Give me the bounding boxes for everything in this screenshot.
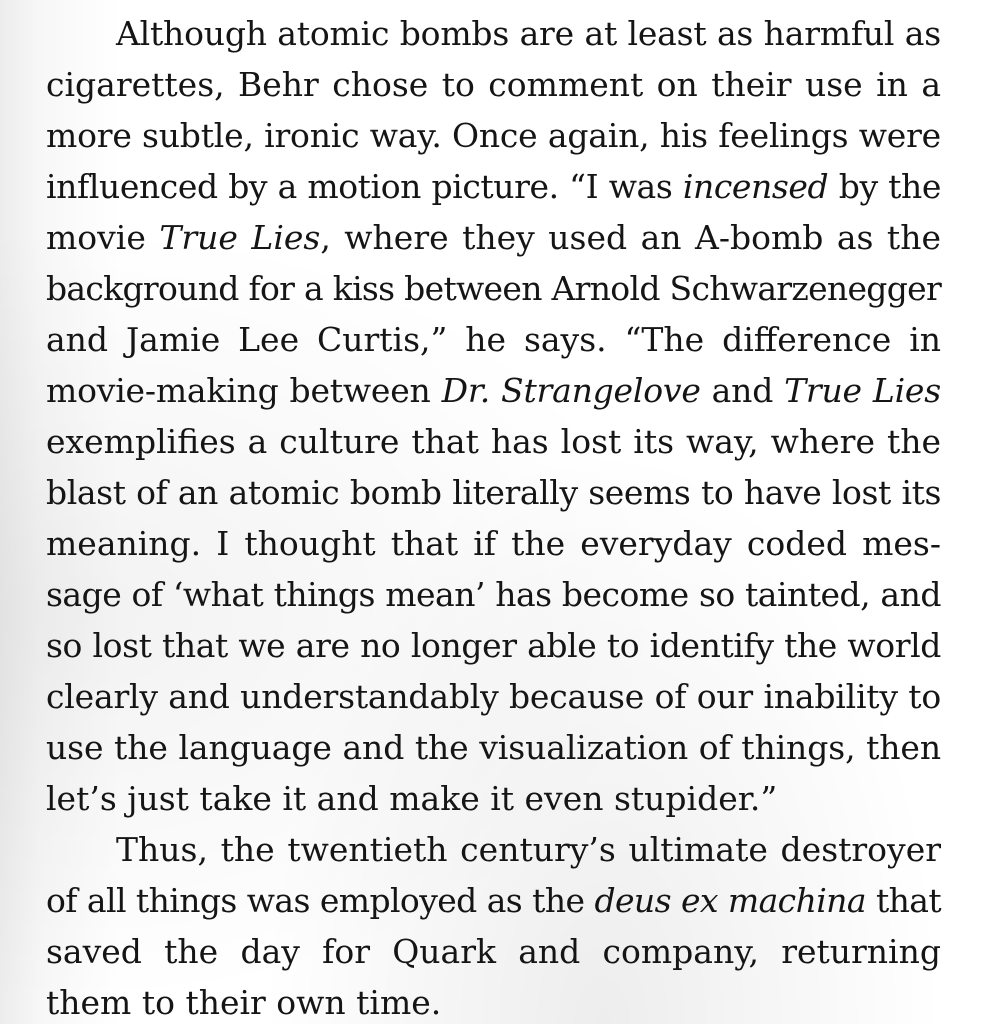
- text-line: [46, 722, 941, 773]
- body-text: [46, 8, 941, 1024]
- italic-text: Dr. Strangelove: [441, 371, 701, 410]
- text-line: [46, 263, 941, 314]
- text-line: [46, 926, 941, 977]
- text-line: [46, 773, 941, 824]
- text-run: them to their own time.: [46, 983, 442, 1022]
- italic-text: True Lies: [784, 371, 941, 410]
- text-run: clearly and understandably because of our inability to: [46, 677, 941, 716]
- text-line: [46, 8, 941, 59]
- text-line: [46, 314, 941, 365]
- text-line: [46, 518, 941, 569]
- text-line: [46, 467, 941, 518]
- text-run: meaning. I thought that if the everyday coded mes-: [46, 524, 941, 563]
- text-run: movie-making between: [46, 371, 442, 410]
- text-run: sage of ‘what things mean’ has become so tainted, and: [46, 575, 941, 614]
- text-line: [46, 365, 941, 416]
- text-line: [46, 620, 941, 671]
- text-line: [46, 671, 941, 722]
- paragraph: [46, 824, 941, 1024]
- text-line: [46, 416, 941, 467]
- text-line: [46, 212, 941, 263]
- text-run: and Jamie Lee Curtis,” he says. “The difference in: [46, 320, 941, 359]
- text-run: cigarettes, Behr chose to comment on their use in a: [46, 65, 941, 104]
- text-run: saved the day for Quark and company, returning: [46, 932, 941, 971]
- text-line: [46, 161, 941, 212]
- text-run: Although atomic bombs are at least as harmful as: [116, 14, 941, 53]
- paragraph: [46, 8, 941, 824]
- text-run: by the: [828, 167, 941, 206]
- text-line: [46, 824, 941, 875]
- text-run: Thus, the twentieth century’s ultimate destroyer: [116, 830, 941, 869]
- text-run: , where they used an A-bomb as the: [320, 218, 941, 257]
- italic-text: incensed: [682, 167, 829, 206]
- italic-text: deus ex machina: [594, 881, 866, 920]
- text-run: background for a kiss between Arnold Schwarzenegger: [46, 269, 942, 308]
- text-run: that: [865, 881, 941, 920]
- text-run: of all things was employed as the: [46, 881, 595, 920]
- text-line: [46, 569, 941, 620]
- text-run: influenced by a motion picture. “I was: [46, 167, 683, 206]
- text-run: more subtle, ironic way. Once again, his feelings were: [46, 116, 941, 155]
- text-run: so lost that we are no longer able to identify the world: [46, 626, 941, 665]
- text-run: and: [700, 371, 785, 410]
- text-run: blast of an atomic bomb literally seems to have lost its: [46, 473, 941, 512]
- text-run: let’s just take it and make it even stupider.”: [46, 779, 778, 818]
- text-run: movie: [46, 218, 160, 257]
- text-run: exemplifies a culture that has lost its way, where the: [46, 422, 941, 461]
- italic-text: True Lies: [159, 218, 321, 257]
- text-line: [46, 59, 941, 110]
- text-line: [46, 875, 941, 926]
- text-line: [46, 110, 941, 161]
- text-line: [46, 977, 941, 1024]
- text-run: use the language and the visualization of things, then: [46, 728, 941, 767]
